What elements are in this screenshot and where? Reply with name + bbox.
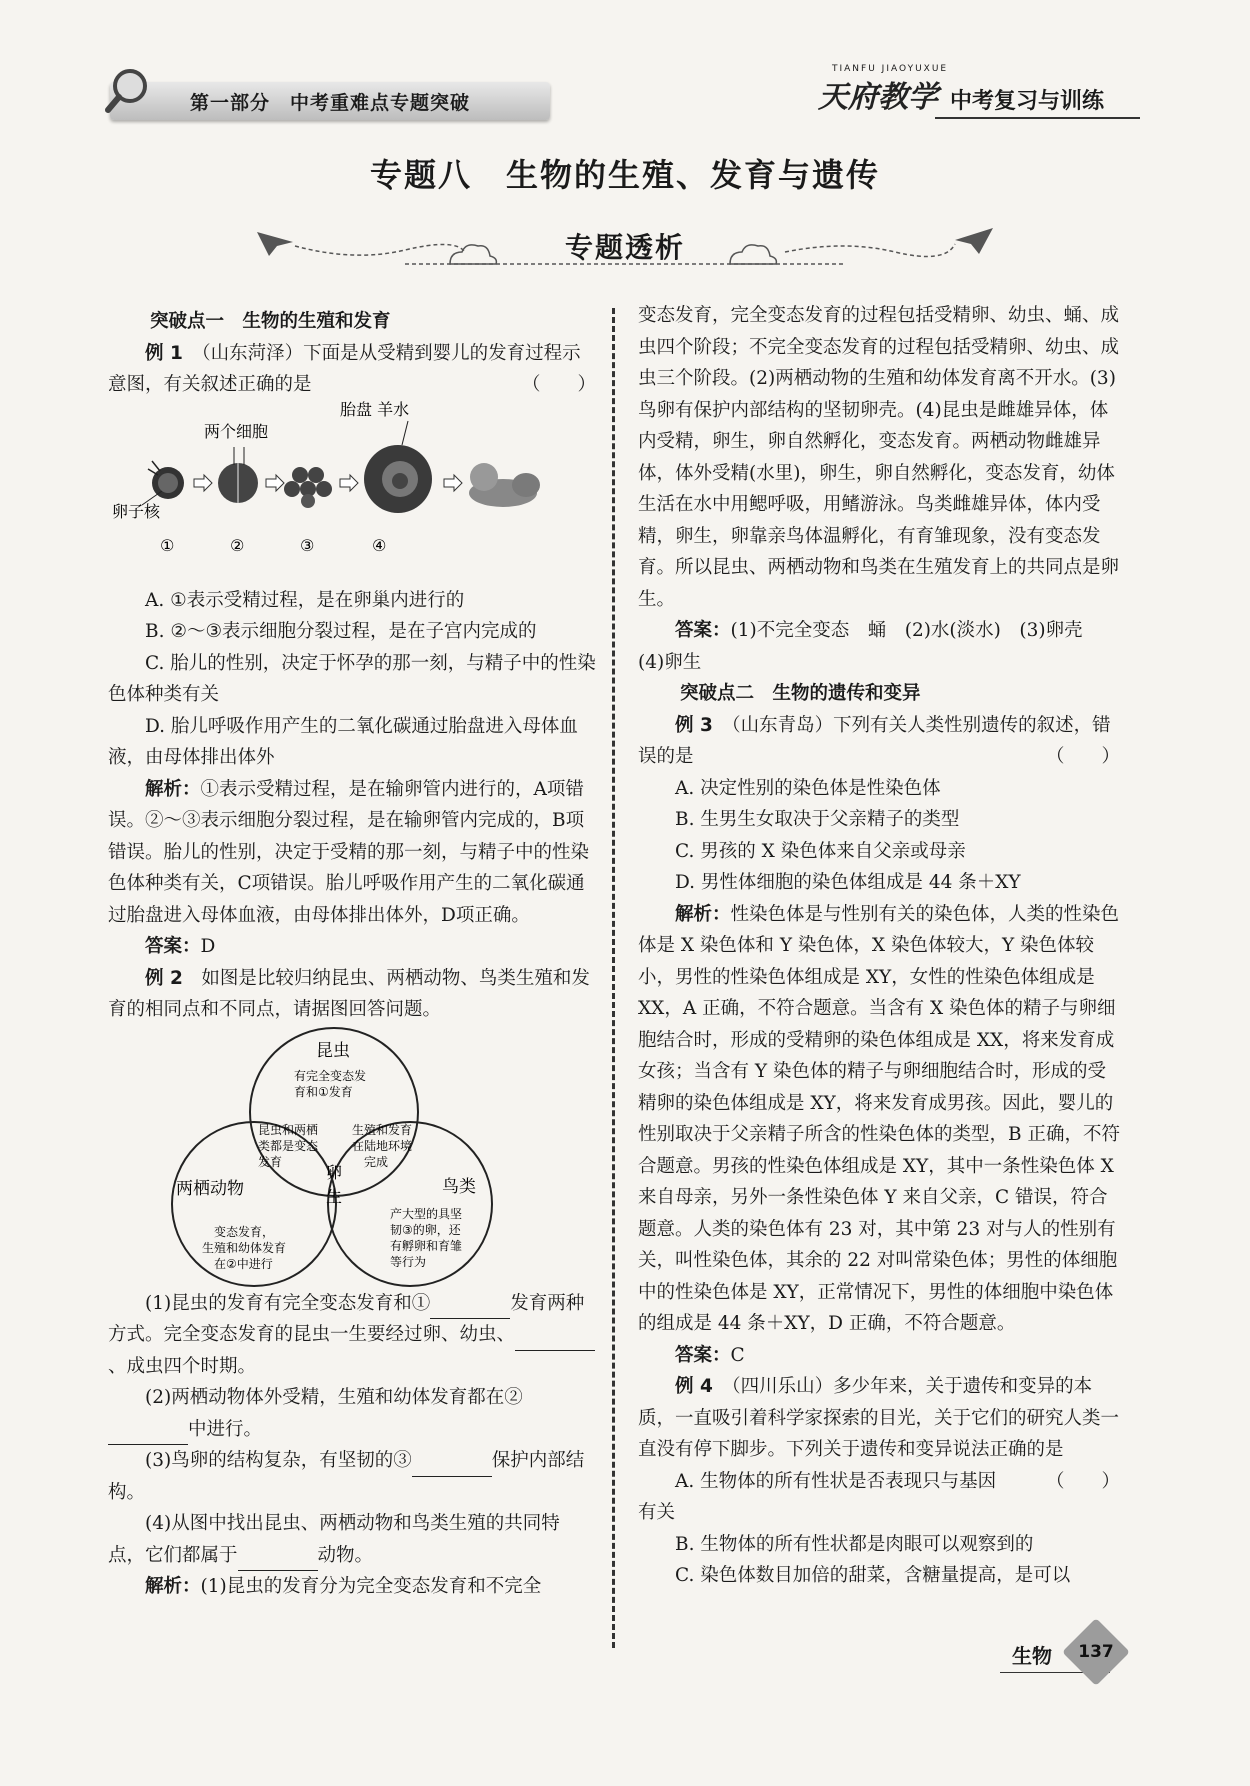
label-egg-nucleus: 卵子核 bbox=[112, 501, 161, 521]
svg-text:完成: 完成 bbox=[364, 1154, 389, 1169]
ex2-question-1: (1)昆虫的发育有完全变态发育和① 发育两种方式。完全变态发育的昆虫一生要经过卵、幼虫、、成虫四个时期。 bbox=[108, 1288, 596, 1383]
ex3-answer: 答案：C bbox=[675, 1344, 745, 1366]
svg-text:在陆地环境: 在陆地环境 bbox=[352, 1138, 413, 1153]
section-heading-1: 突破点一 生物的生殖和发育 bbox=[150, 311, 391, 332]
header-underline bbox=[935, 117, 1140, 119]
svg-text:类都是变态: 类都是变态 bbox=[258, 1138, 319, 1153]
ex1-option-a: A. ①表示受精过程，是在卵巢内进行的 bbox=[145, 589, 465, 611]
svg-text:发育: 发育 bbox=[258, 1154, 283, 1169]
svg-text:育和①发育: 育和①发育 bbox=[294, 1084, 353, 1099]
stage-1: ① bbox=[160, 535, 175, 555]
page-number: 137 bbox=[1078, 1642, 1114, 1662]
stage-4: ④ bbox=[372, 535, 387, 555]
ex2-analysis-cont: 变态发育，完全变态发育的过程包括受精卵、幼虫、蛹、成虫四个阶段；不完全变态发育的过程包括受精卵、幼虫、成虫三个阶段。(2)两栖动物的生殖和幼体发育离不开水。(3)鸟卵有保护内部结构的坚韧卵壳。(4)昆虫是雌雄异体，体内受精，卵生，卵自然孵化，变态发育。两栖动物雌雄异体，体外受精(水里)，卵生，卵自然孵化，变态发育，幼体生活在水中用鳃呼吸，用鳍游泳。鸟类雌雄异体，体内受精，卵生，卵靠亲鸟体温孵化，有育雏现象，没有变态发育。所以昆虫、两栖动物和鸟类在生殖发育上的共同点是卵生。 bbox=[638, 305, 1120, 610]
section-label: 第一部分 中考重难点专题突破 bbox=[190, 92, 471, 114]
ex4-option-a: A. 生物体的所有性状是否表现只与基因有关 bbox=[638, 1470, 997, 1523]
svg-text:在②中进行: 在②中进行 bbox=[214, 1256, 273, 1271]
ex2-question-4: (4)从图中找出昆虫、两栖动物和鸟类生殖的共同特点，它们都属于 动物。 bbox=[108, 1508, 596, 1571]
svg-text:生殖和发育: 生殖和发育 bbox=[352, 1122, 413, 1137]
venn-diagram bbox=[108, 1026, 596, 1288]
ex2-analysis-start: 解析：(1)昆虫的发育分为完全变态发育和不完全 bbox=[145, 1576, 542, 1597]
stage-2: ② bbox=[230, 535, 245, 555]
left-column bbox=[108, 306, 596, 1603]
ex2-question-3: (3)鸟卵的结构复杂，有坚韧的③ 保护内部结构。 bbox=[108, 1450, 585, 1503]
ex3-option-b: B. 生男生女取决于父亲精子的类型 bbox=[675, 809, 960, 830]
blank-4[interactable] bbox=[412, 1456, 492, 1477]
svg-text:生殖和幼体发育: 生殖和幼体发育 bbox=[202, 1240, 287, 1255]
ex1-option-d: D. 胎儿呼吸作用产生的二氧化碳通过胎盘进入母体血液，由母体排出体外 bbox=[108, 715, 578, 768]
blank-5[interactable] bbox=[238, 1550, 318, 1571]
right-column bbox=[638, 300, 1120, 1592]
svg-text:昆虫和两栖: 昆虫和两栖 bbox=[258, 1122, 319, 1137]
ex1-option-c: C. 胎儿的性别，决定于怀孕的那一刻，与精子中的性染色体种类有关 bbox=[108, 652, 596, 705]
ex3-analysis: 解析：性染色体是与性别有关的染色体，人类的性染色体是 X 染色体和 Y 染色体，X 染色体较大，Y 染色体较小，男性的性染色体组成是 XY，女性的性染色体组成是 XX，A 正确，不符合题意。当含有 X 染色体的精子与卵细胞结合时，形成的受精卵的染色体组成是 XX，将来发育成女孩；当含有 Y 染色体的精子与卵细胞结合时，形成的受精卵的染色体组成是 XY，将来发育成男孩。因此，婴儿的性别取决于父亲精子所含的性染色体的类型，B 正确，不符合题意。男孩的性染色体组成是 XY，其中一条性染色体 X 来自母亲，另外一条性染色体 Y 来自父亲，C 错误，符合题意。人类的染色体有 23 对，其中第 23 对与人的性别有关，叫性染色体，其余的 22 对叫常染色体；男性的体细胞中的性染色体是 XY，正常情况下，男性的体细胞中染色体的组成是 44 条＋XY，D 正确，不符合题意。 bbox=[638, 903, 1120, 1334]
brand-pinyin: TIANFU JIAOYUXUE bbox=[832, 64, 949, 74]
label-placenta-amnion: 胎盘 羊水 bbox=[340, 400, 410, 419]
venn-insect: 昆虫 bbox=[316, 1040, 350, 1061]
svg-text:有孵卵和育雏: 有孵卵和育雏 bbox=[390, 1238, 463, 1253]
example-3-stem: 例 3 （山东青岛）下列有关人类性别遗传的叙述，错误的是 （ ） bbox=[638, 714, 1120, 767]
svg-text:卵: 卵 bbox=[326, 1162, 343, 1182]
ex2-question-2: (2)两栖动物体外受精，生殖和幼体发育都在②中进行。 bbox=[108, 1382, 596, 1445]
ex4-option-b: B. 生物体的所有性状都是肉眼可以观察到的 bbox=[675, 1533, 1034, 1555]
blank-1[interactable] bbox=[430, 1298, 510, 1319]
ex3-option-a: A. 决定性别的染色体是性染色体 bbox=[675, 777, 941, 799]
magnifier-icon bbox=[104, 66, 152, 114]
ex1-answer: 答案：D bbox=[145, 936, 216, 957]
ex4-option-c: C. 染色体数目加倍的甜菜，含糖量提高，是可以 bbox=[675, 1565, 1071, 1586]
development-diagram bbox=[108, 401, 596, 585]
svg-text:产大型的具坚: 产大型的具坚 bbox=[390, 1206, 463, 1221]
svg-text:韧③的卵，还: 韧③的卵，还 bbox=[390, 1222, 461, 1237]
ex1-option-b: B. ②～③表示细胞分裂过程，是在子宫内完成的 bbox=[145, 621, 537, 642]
svg-text:变态发育，: 变态发育， bbox=[214, 1224, 275, 1239]
svg-text:生: 生 bbox=[326, 1186, 343, 1206]
label-two-cells: 两个细胞 bbox=[204, 421, 269, 441]
ex3-option-c: C. 男孩的 X 染色体来自父亲或母亲 bbox=[675, 840, 966, 862]
section-heading-2: 突破点二 生物的遗传和变异 bbox=[680, 683, 921, 704]
section-subtitle: 专题透析 bbox=[564, 231, 685, 264]
blank-3[interactable] bbox=[108, 1424, 188, 1445]
venn-bird: 鸟类 bbox=[442, 1176, 476, 1197]
brand-name: 天府教学 bbox=[818, 80, 938, 115]
ex1-analysis: 解析：①表示受精过程，是在输卵管内进行的，A项错误。②～③表示细胞分裂过程，是在输卵管内完成的，B项错误。胎儿的性别，决定于受精的那一刻，与精子中的性染色体种类有关，C项错误。胎儿呼吸作用产生的二氧化碳通过胎盘进入母体血液，由母体排出体外，D项正确。 bbox=[108, 778, 590, 926]
ex2-answer: 答案：(1)不完全变态 蛹 (2)水(淡水) (3)卵壳 (4)卵生 bbox=[638, 620, 1102, 673]
svg-text:有完全变态发: 有完全变态发 bbox=[294, 1068, 367, 1083]
page-title: 专题八 生物的生殖、发育与遗传 bbox=[369, 156, 880, 194]
svg-text:等行为: 等行为 bbox=[390, 1254, 427, 1269]
subject-label: 生物 bbox=[1012, 1644, 1052, 1668]
example-4-stem: 例 4 （四川乐山）多少年来，关于遗传和变异的本质，一直吸引着科学家探索的目光，关于它们的研究人类一直没有停下脚步。下列关于遗传和变异说法正确的是 （ ） bbox=[638, 1376, 1120, 1492]
stage-3: ③ bbox=[300, 535, 315, 555]
column-divider bbox=[612, 308, 615, 1648]
blank-2[interactable] bbox=[515, 1330, 595, 1351]
venn-amphibian: 两栖动物 bbox=[176, 1178, 244, 1199]
ex3-option-d: D. 男性体细胞的染色体组成是 44 条＋XY bbox=[675, 872, 1021, 893]
example-1-stem: 例 1 （山东菏泽）下面是从受精到婴儿的发育过程示意图，有关叙述正确的是 （ ） bbox=[108, 342, 596, 395]
brand-title: 中考复习与训练 bbox=[950, 89, 1105, 114]
example-2-stem: 例 2 如图是比较归纳昆虫、两栖动物、鸟类生殖和发育的相同点和不同点，请据图回答问题。 bbox=[108, 967, 590, 1020]
